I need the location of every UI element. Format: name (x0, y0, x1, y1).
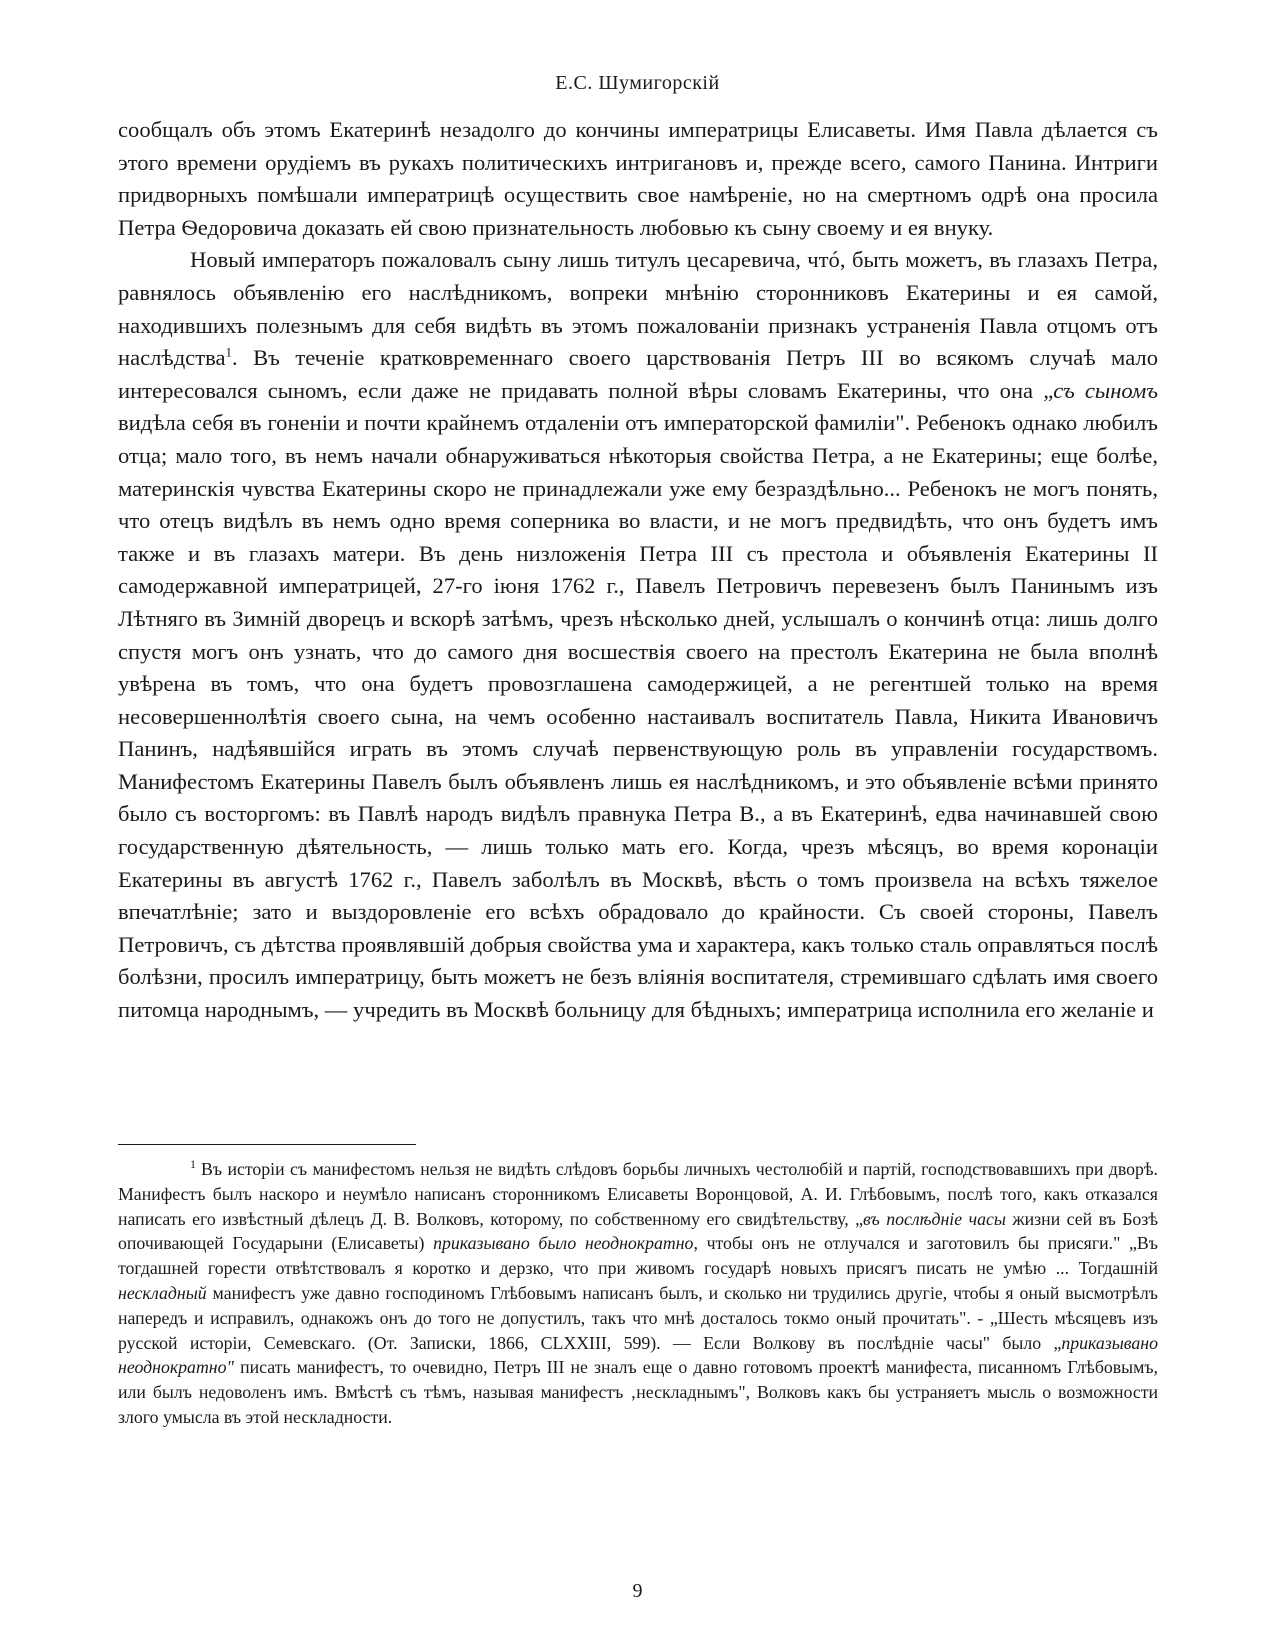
paragraph-2-part-b: . Въ теченіе кратковременнаго своего царствованія Петръ III во всякомъ случаѣ мало интересовался сыномъ, если даже не придавать полной вѣры словамъ Екатерины, что она „ (118, 345, 1158, 403)
paragraph-2-part-c: видѣла себя въ гоненіи и почти крайнемъ отдаленіи отъ императорской фамиліи". Ребенокъ однако любилъ отца; мало того, въ немъ начали обнаруживаться нѣкоторыя свойства Петра, а не Екатерины; еще болѣе, материнскія чувства Екатерины скоро не принадлежали уже ему безраздѣльно... Ребенокъ не могъ понять, что отецъ видѣлъ въ немъ одно время соперника во власти, и не могъ предвидѣть, что онъ будетъ имъ также и въ глазахъ матери. Въ день низложенія Петра III съ престола и объявленія Екатерины II самодержавной императрицей, 27-го іюня 1762 г., Павелъ Петровичъ перевезенъ былъ Панинымъ изъ Лѣтняго въ Зимній дворецъ и вскорѣ затѣмъ, чрезъ нѣсколько дней, услышалъ о кончинѣ отца: лишь долго спустя могъ онъ узнать, что до самого дня восшествія своего на престолъ Екатерина не была вполнѣ увѣрена въ томъ, что она будетъ провозглашена самодержицей, а не регентшей только на время несовершеннолѣтія своего сына, на чемъ особенно настаивалъ воспитатель Павла, Никита Ивановичъ Панинъ, надѣявшійся играть въ этомъ случаѣ первенствующую роль въ управленіи государствомъ. Манифестомъ Екатерины Павелъ былъ объявленъ лишь ея наслѣдникомъ, и это объявленіе всѣми принято было съ восторгомъ: въ Павлѣ народъ видѣлъ правнука Петра В., а въ Екатеринѣ, едва начинавшей свою государственную дѣятельность, — лишь только мать его. Когда, чрезъ мѣсяцъ, во время коронаціи Екатерины въ августѣ 1762 г., Павелъ заболѣлъ въ Москвѣ, вѣсть о томъ произвела на всѣхъ тяжелое впечатлѣніе; зато и выздоровленіе его всѣхъ обрадовало до крайности. Съ своей стороны, Павелъ Петровичъ, съ дѣтства проявлявшій добрыя свойства ума и характера, какъ только сталь оправляться послѣ болѣзни, просилъ императрицу, быть можетъ не безъ вліянія воспитателя, стремившаго сдѣлать имя своего питомца народнымъ, — учредить въ Москвѣ больницу для бѣдныхъ; императрица исполнила его желаніе и (118, 410, 1158, 1023)
footnote-mark: 1 (190, 1157, 196, 1172)
footnote-text-1: Въ исторіи съ манифестомъ нельзя не видѣть слѣдовъ борьбы личныхъ честолюбій и партій, господствовавшихъ при дворѣ. Манифестъ былъ наскоро и неумѣло написанъ сторонникомъ Елисаветы Воронцовой, А. И. Глѣбовымъ, послѣ того, какъ отказался написать его извѣстный дѣлецъ Д. В. Волковъ, которому, по собственному его свидѣтельству, „ (118, 1159, 1158, 1229)
paragraph-1: сообщалъ объ этомъ Екатеринѣ незадолго до кончины императрицы Елисаветы. Имя Павла дѣлается съ этого времени орудіемъ въ рукахъ политическихъ интригановъ и, прежде всего, самого Панина. Интриги придворныхъ помѣшали императрицѣ осуществить свое намѣреніе, но на смертномъ одрѣ она просила Петра Ѳедоровича доказать ей свою признательность любовью къ сыну своему и ея внуку. (118, 117, 1158, 240)
footnote-text-3: , чтобы онъ не отлучался и заготовилъ бы присяги." „Въ тогдашней горести отвѣтствовалъ я коротко и дерзко, что при живомъ государѣ новыхъ присягъ писать не умѣю ... Тогдашній (118, 1233, 1158, 1279)
footnote-italic-3: нескладный (118, 1282, 207, 1303)
footnote-italic-1: въ послѣдніе часы (863, 1208, 1006, 1229)
footnote-italic-4: приказывано неоднократно" (118, 1332, 1158, 1378)
footnote (118, 1157, 1158, 1430)
footnote-italic-2: приказывано было неоднократно (433, 1233, 694, 1254)
footnote-text-2: жизни сей въ Бозѣ опочивающей Государыни (Елисаветы) (118, 1208, 1158, 1254)
footnote-separator (118, 1144, 416, 1145)
paragraph-2 (118, 244, 1158, 1026)
body-text (118, 114, 1158, 1027)
footnote-reference[interactable]: 1 (225, 344, 232, 360)
footnote-text-5: писать манифестъ, то очевидно, Петръ III не зналъ еще о давно готовомъ проектѣ манифеста, писанномъ Глѣбовымъ, или былъ недоволенъ имъ. Вмѣстѣ съ тѣмъ, называя манифестъ ‚нескладнымъ", Волковъ какъ бы устраняетъ мысль о возможности злого умысла въ этой нескладности. (118, 1357, 1158, 1427)
paragraph-2-italic: съ сыномъ (1053, 377, 1158, 403)
footnote-paragraph (118, 1157, 1158, 1430)
paragraph-2-part-a: Новый императоръ пожаловалъ сыну лишь титулъ цесаревича, чтó, быть можетъ, въ глазахъ Петра, равнялось объявленію его наслѣдникомъ, вопреки мнѣнію сторонниковъ Екатерины и ея самой, находившихъ полезнымъ для себя видѣть въ этомъ пожалованіи признакъ устраненія Павла отцомъ отъ наслѣдства (118, 247, 1158, 371)
running-header: Е.С. Шумигорскій (555, 72, 720, 94)
footnote-text-4: манифестъ уже давно господиномъ Глѣбовымъ написанъ былъ, и сколько ни трудились другіе, чтобы я оный высмотрѣлъ напередъ и исправилъ, однакожъ онъ до того не допустилъ, такъ что мнѣ досталось токмо оный прочитать". - „Шесть мѣсяцевъ изъ русской исторіи, Семевскаго. (От. Записки, 1866, CLXXIII, 599). — Если Волкову въ послѣдніе часы" было „ (118, 1282, 1158, 1353)
page-number: 9 (632, 1580, 643, 1602)
